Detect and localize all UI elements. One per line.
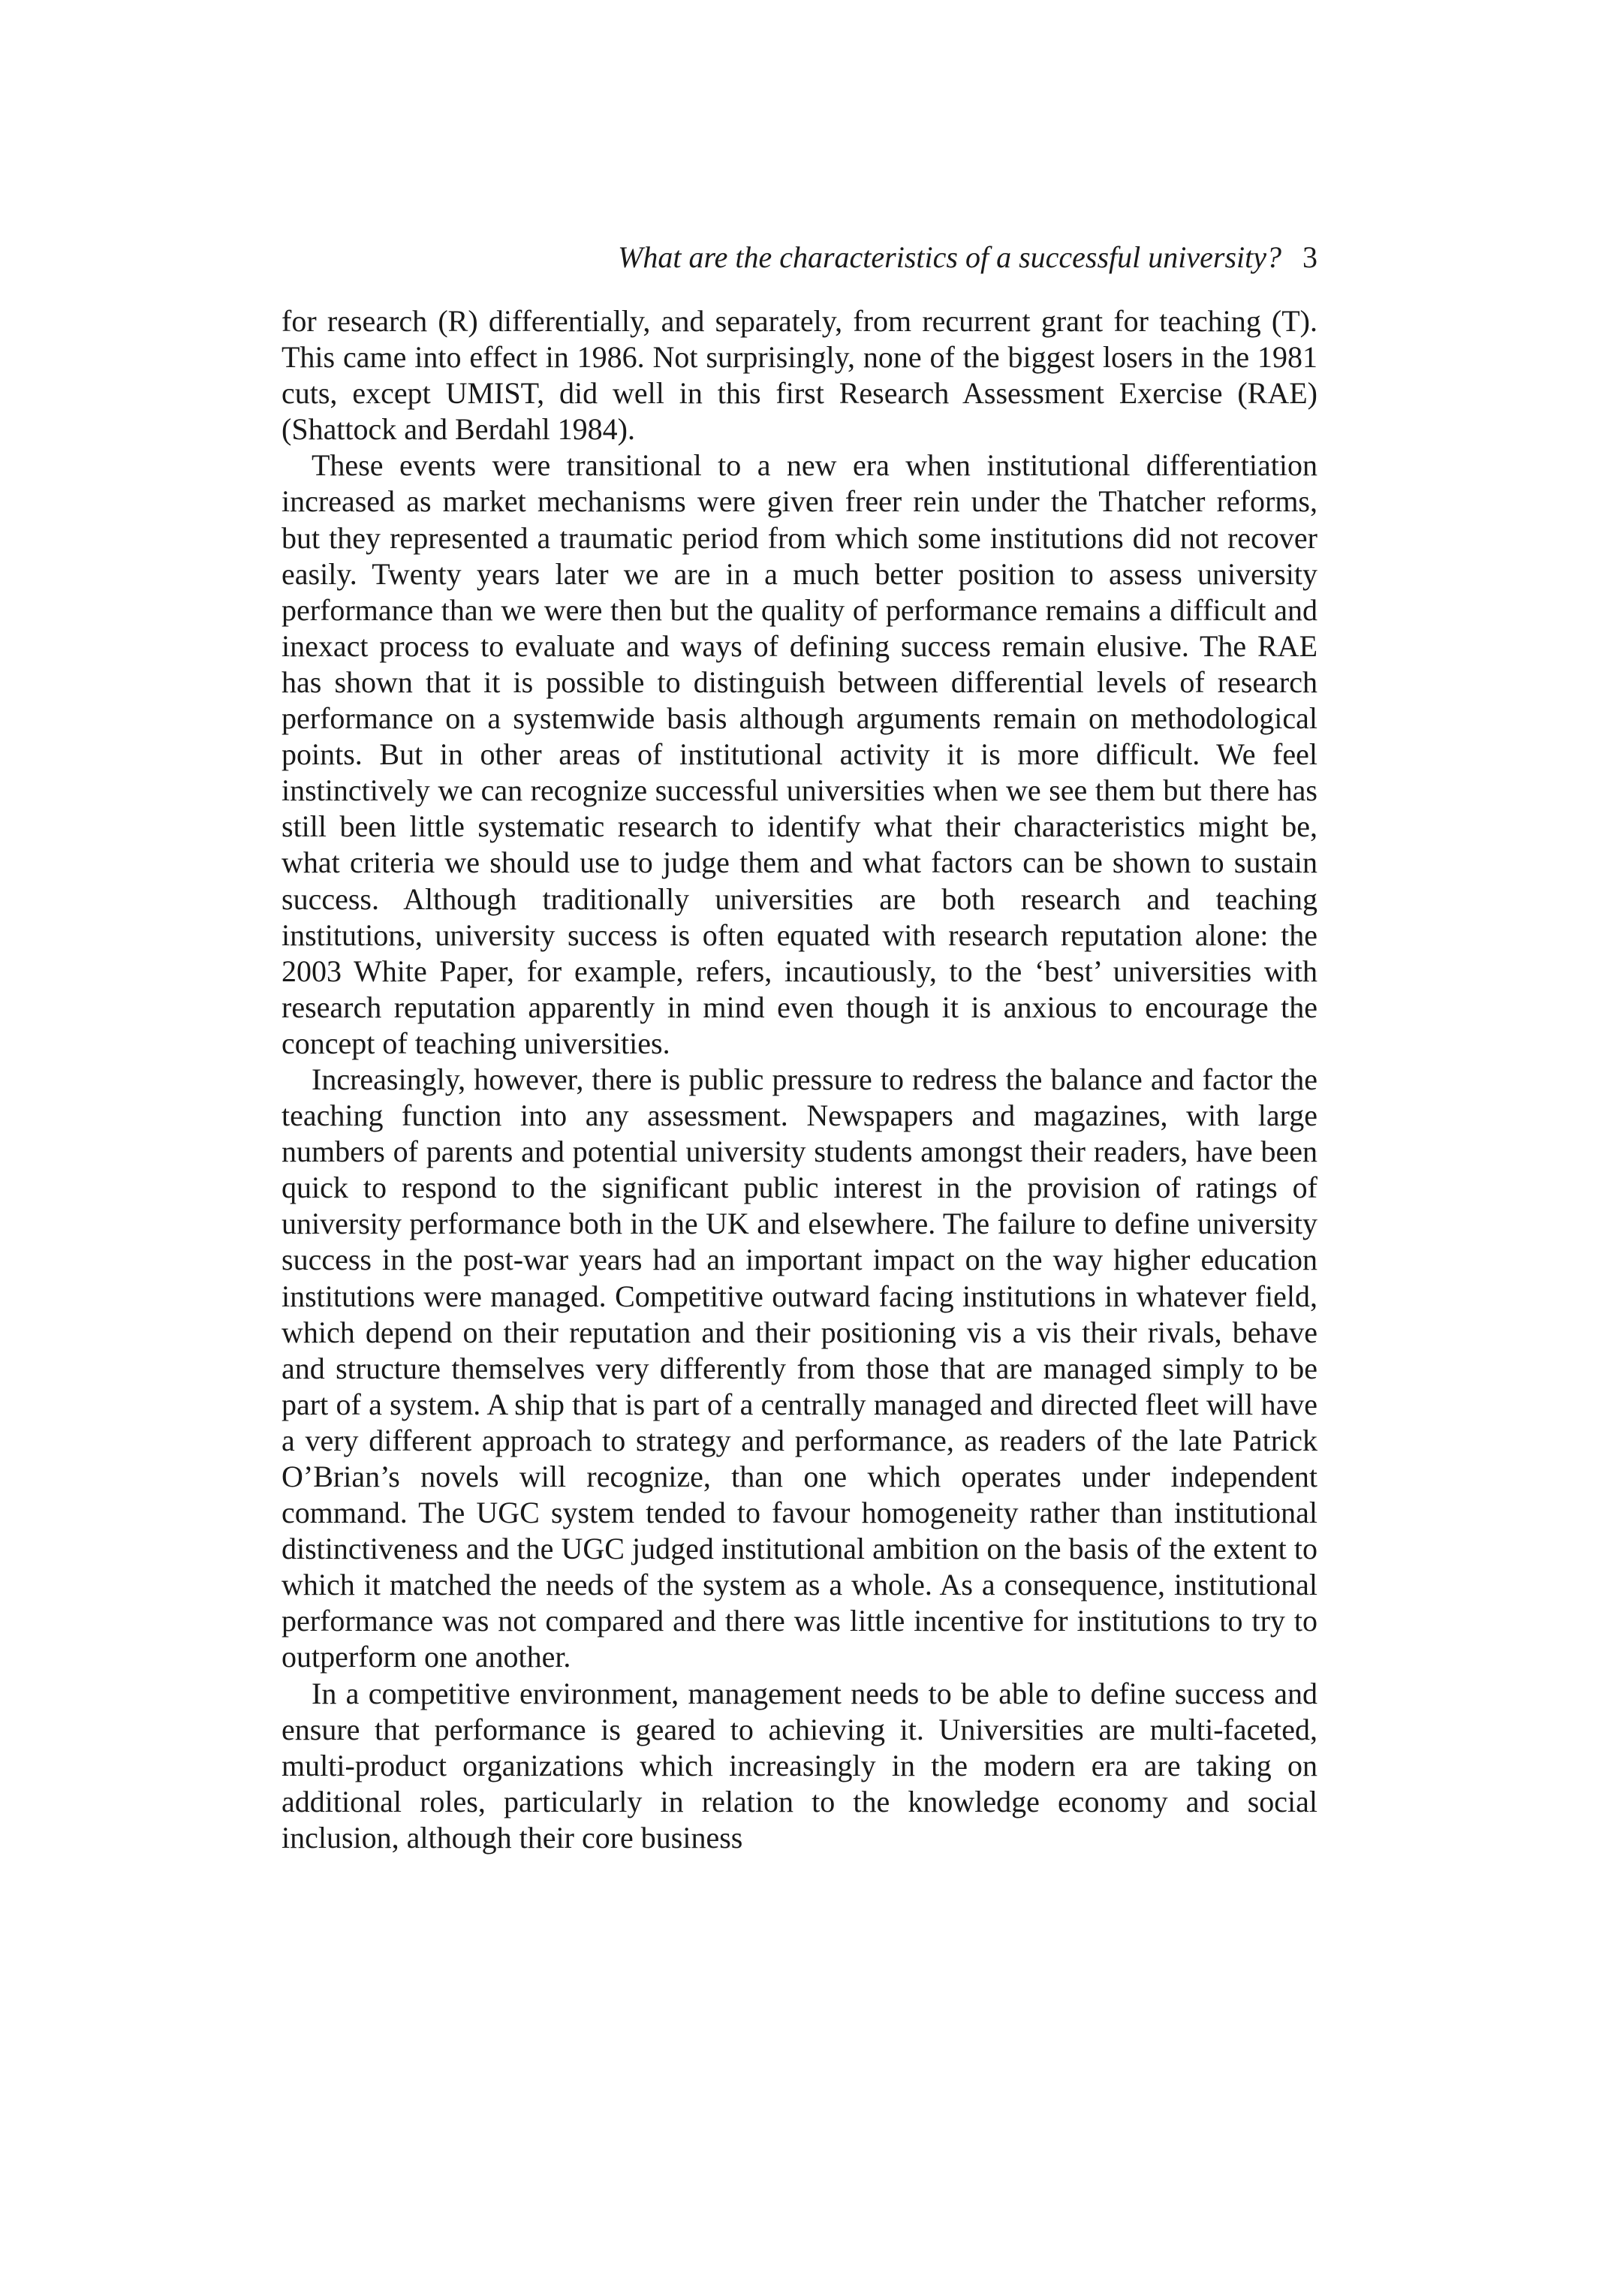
running-head-title: What are the characteristics of a successful university? [618,240,1281,274]
paragraph: Increasingly, however, there is public pressure to redress the balance and factor the teaching function into any assessment. Newspapers and magazines, with large numbers of parents and potential university students amongst their readers, have been quick to respond to the significant public interest in the provision of ratings of university performance both in the UK and elsewhere. The failure to define university success in the post-war years had an important impact on the way higher education institutions were managed. Competitive outward facing institutions in whatever field, which depend on their reputation and their positioning vis a vis their rivals, behave and structure themselves very differently from those that are managed simply to be part of a system. A ship that is part of a centrally managed and directed fleet will have a very different approach to strategy and performance, as readers of the late Patrick O’Brian’s novels will recognize, than one which operates under independent command. The UGC system tended to favour homogeneity rather than institutional distinctiveness and the UGC judged institutional ambition on the basis of the extent to which it matched the needs of the system as a whole. As a consequence, institutional performance was not compared and there was little incentive for institutions to try to outperform one another. [282,1062,1317,1674]
paragraph: In a competitive environment, management needs to be able to define success and ensure that performance is geared to achieving it. Universities are multi-faceted, multi-product organizations which increasingly in the modern era are taking on additional roles, particularly in relation to the knowledge economy and social inclusion, although their core business [282,1676,1317,1855]
running-head [282,239,1317,276]
paragraph: These events were transitional to a new era when institutional differentiation increased as market mechanisms were given freer rein under the Thatcher reforms, but they represented a traumatic period from which some institutions did not recover easily. Twenty years later we are in a much better position to assess university performance than we were then but the quality of performance remains a difficult and inexact process to evaluate and ways of defining success remain elusive. The RAE has shown that it is possible to distinguish between differential levels of research performance on a systemwide basis although arguments remain on methodological points. But in other areas of institutional activity it is more difficult. We feel instinctively we can recognize successful universities when we see them but there has still been little systematic research to identify what their characteristics might be, what criteria we should use to judge them and what factors can be shown to sustain success. Although traditionally universities are both research and teaching institutions, university success is often equated with research reputation alone: the 2003 White Paper, for example, refers, incautiously, to the ‘best’ universities with research reputation apparently in mind even though it is anxious to encourage the concept of teaching universities. [282,448,1317,1060]
page-number: 3 [1302,240,1317,274]
paragraph-continued: for research (R) differentially, and separately, from recurrent grant for teaching (T). This came into effect in 1986. Not surprisingly, none of the biggest losers in the 1981 cuts, except UMIST, did well in this first Research Assessment Exercise (RAE) (Shattock and Berdahl 1984). [282,304,1317,447]
body-text [282,303,1317,1856]
